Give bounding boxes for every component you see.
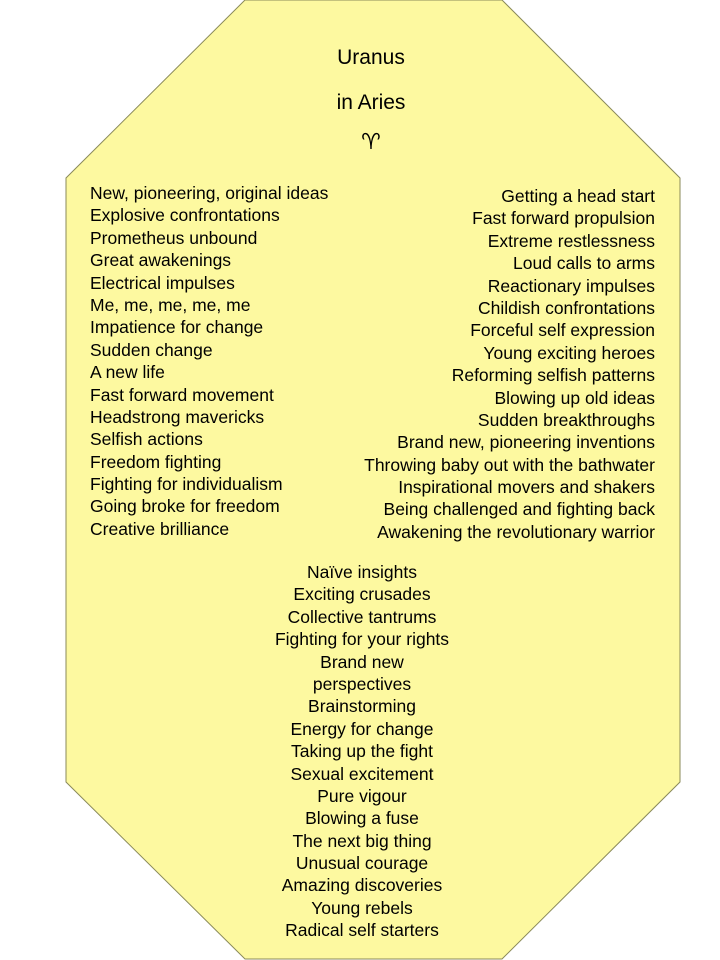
keyword-item: Inspirational movers and shakers (398, 477, 655, 498)
keyword-item: Forceful self expression (470, 320, 655, 341)
keyword-item: Amazing discoveries (281, 875, 443, 896)
keyword-item: The next big thing (292, 830, 432, 851)
title: Uranus (337, 46, 405, 69)
right-keyword-list (364, 185, 655, 543)
keyword-item: Explosive confrontations (90, 205, 280, 226)
keyword-item: Radical self starters (285, 920, 439, 941)
keyword-item: Young exciting heroes (483, 342, 655, 363)
keyword-item: Naïve insights (307, 562, 417, 582)
keyword-item: Reactionary impulses (487, 275, 655, 296)
keyword-item: Fighting for your rights (274, 629, 450, 650)
keyword-item: Getting a head start (501, 186, 655, 206)
keyword-item: Awakening the revolutionary warrior (377, 521, 655, 542)
keyword-item: Brand new (320, 651, 404, 672)
keyword-item: Brainstorming (308, 696, 416, 717)
keyword-item: Exciting crusades (293, 584, 431, 605)
keyword-item: Fast forward movement (90, 384, 274, 405)
keyword-item: Reforming selfish patterns (451, 365, 655, 386)
aries-symbol-icon: ♈ (361, 130, 381, 155)
keyword-item: Throwing baby out with the bathwater (364, 454, 655, 475)
keyword-item: Collective tantrums (287, 606, 437, 627)
keyword-item: Electrical impulses (90, 272, 235, 293)
keyword-item: Childish confrontations (477, 297, 655, 318)
keyword-item: Going broke for freedom (90, 496, 280, 517)
keyword-item: Being challenged and fighting back (383, 499, 655, 520)
keyword-item: New, pioneering, original ideas (90, 183, 329, 203)
keyword-item: Extreme restlessness (487, 230, 655, 251)
keyword-item: Unusual courage (295, 853, 429, 874)
keyword-item: Sudden breakthroughs (477, 409, 655, 430)
keyword-item: Great awakenings (90, 250, 232, 271)
keyword-item: Blowing a fuse (305, 808, 419, 829)
keyword-item: Creative brilliance (90, 518, 230, 539)
center-keyword-list (212, 561, 512, 942)
keyword-item: Prometheus unbound (90, 227, 258, 248)
keyword-item: Taking up the fight (290, 741, 434, 762)
keyword-item: Freedom fighting (90, 451, 222, 472)
keyword-item: Selfish actions (90, 429, 203, 450)
left-keyword-list (90, 182, 328, 540)
keyword-item: Me, me, me, me, me (90, 294, 251, 315)
keyword-item: Fast forward propulsion (472, 208, 655, 229)
keyword-item: Brand new, pioneering inventions (397, 432, 655, 453)
keyword-item: Pure vigour (317, 785, 407, 806)
keyword-item: Blowing up old ideas (494, 387, 655, 408)
keyword-item: Loud calls to arms (512, 253, 655, 274)
keyword-item: Energy for change (290, 718, 434, 739)
keyword-item: perspectives (312, 673, 412, 694)
keyword-item: A new life (90, 362, 165, 383)
keyword-item: Headstrong mavericks (90, 406, 265, 427)
subtitle: in Aries (336, 91, 406, 114)
keyword-item: Sexual excitement (290, 763, 434, 784)
keyword-item: Fighting for individualism (90, 474, 283, 495)
keyword-item: Impatience for change (90, 317, 264, 338)
keyword-item: Sudden change (90, 339, 213, 360)
keyword-item: Young rebels (311, 897, 413, 918)
